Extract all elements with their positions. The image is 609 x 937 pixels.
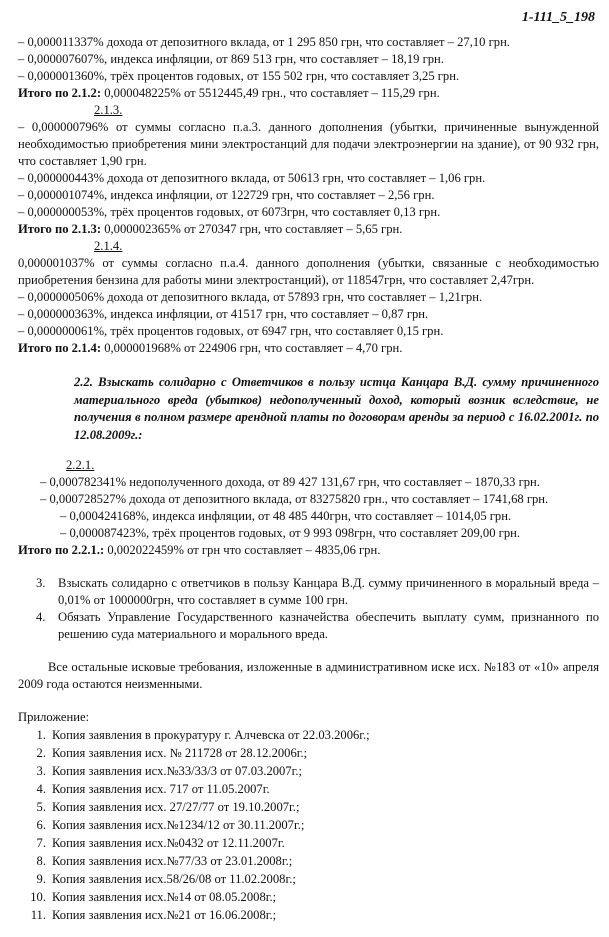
- list-text: Копия заявления исх. № 211728 от 28.12.2006г.;: [52, 745, 308, 760]
- list-text: Копия заявления исх.№0432 от 12.11.2007г.: [52, 835, 285, 850]
- text-line: – 0,000000506% дохода от депозитного вклада, от 57893 грн, что составляет – 1,21грн.: [18, 290, 483, 304]
- total-label: Итого по 2.2.1.:: [18, 542, 105, 557]
- list-text: Взыскать солидарно с ответчиков в пользу Канцара В.Д. сумму причиненного в моральный вреда – 0,01% от 1000000грн, что составляет в сумме 100 грн.: [58, 575, 599, 607]
- list-item: [18, 726, 599, 744]
- total-213: [18, 221, 599, 238]
- list-number: 4.: [36, 781, 46, 796]
- total-label: Итого по 2.1.2:: [18, 86, 102, 100]
- total-text: 0,000048225% от 5512445,49 грн., что составляет – 115,29 грн.: [101, 86, 440, 100]
- list-item: [18, 762, 599, 780]
- total-text: 0,000001968% от 224906 грн, что составляет – 4,70 грн.: [101, 341, 403, 355]
- list-item: [18, 906, 599, 924]
- list-number: 1.: [36, 727, 46, 742]
- list-item: [18, 609, 599, 643]
- list-text: Копия заявления исх. 27/27/77 от 19.10.2007г.;: [52, 799, 300, 814]
- section-22-heading: 2.2. Взыскать солидарно с Ответчиков в пользу истца Канцара В.Д. сумму причиненного материального вреда (убытков) недополученный доход, который возник вследствие, не получения в полном размере арендной платы по договорам аренды за период с 16.02.2001г. по 12.08.2009г.:: [74, 375, 599, 442]
- list-item: [18, 798, 599, 816]
- list-number: 3.: [36, 575, 46, 590]
- text-line: – 0,000728527% дохода от депозитного вклада, от 83275820 грн., что составляет – 1741,68 грн.: [40, 491, 549, 506]
- list-number: 3.: [36, 763, 46, 778]
- text-line: – 0,000000363%, индекса инфляции, от 41517 грн, что составляет – 0,87 грн.: [18, 307, 429, 321]
- list-number: 6.: [36, 817, 46, 832]
- text-line: – 0,000000061%, трёх процентов годовых, от 6947 грн, что составляет 0,15 грн.: [18, 324, 444, 338]
- total-label: Итого по 2.1.3:: [18, 222, 102, 236]
- list-item: [18, 888, 599, 906]
- text-line: – 0,000001360%, трёх процентов годовых, от 155 502 грн, что составляет 3,25 грн.: [18, 69, 460, 83]
- list-item: [18, 834, 599, 852]
- list-number: 11.: [30, 907, 46, 922]
- paragraph-214: 0,000001037% от суммы согласно п.а.4. данного дополнения (убытки, связанные с необходимостью приобретения бензина для работы мини электростанций), от 118547грн, что составляет 2,47грн.: [18, 256, 599, 287]
- list-text: Копия заявления исх.58/26/08 от 11.02.2008г.;: [52, 871, 296, 886]
- paragraph-213: – 0,000000796% от суммы согласно п.а.3. данного дополнения (убытки, причиненные вынужденной необходимостью приобретения мини электростанций для подачи электроэнергии на здание), от 90 932 грн, что составляет 1,90 грн.: [18, 120, 599, 168]
- list-item: [18, 575, 599, 609]
- total-text: 0,000002365% от 270347 грн, что составляет – 5,65 грн.: [101, 222, 403, 236]
- text-line: – 0,000000053%, трёх процентов годовых, от 6073грн, что составляет 0,13 грн.: [18, 205, 441, 219]
- document-id: 1-111_5_198: [521, 10, 595, 25]
- list-number: 2.: [36, 745, 46, 760]
- list-item: [18, 780, 599, 798]
- list-text: Копия заявления исх.№33/33/3 от 07.03.2007г.;: [52, 763, 303, 778]
- total-label: Итого по 2.1.4:: [18, 341, 102, 355]
- list-number: 5.: [36, 799, 46, 814]
- block-212-lines: [18, 34, 599, 102]
- section-number-213: 2.1.3.: [94, 103, 123, 117]
- total-212: [18, 85, 599, 102]
- list-text: Обязать Управление Государственного казначейства обеспечить выплату сумм, признанного по решению суда материального и морального вреда.: [58, 609, 599, 641]
- text-line: – 0,000011337% дохода от депозитного вклада, от 1 295 850 грн, что составляет – 27,10 грн.: [18, 35, 510, 49]
- list-text: Копия заявления исх.№77/33 от 23.01.2008г.;: [52, 853, 293, 868]
- list-item: [18, 852, 599, 870]
- list-number: 9.: [36, 871, 46, 886]
- text-line: – 0,000782341% недополученного дохода, от 89 427 131,67 грн, что составляет – 1870,33 грн.: [40, 474, 540, 489]
- list-text: Копия заявления исх. 717 от 11.05.2007г.: [52, 781, 270, 796]
- list-text: Копия заявления в прокуратуру г. Алчевска от 22.03.2006г.;: [52, 727, 370, 742]
- list-number: 8.: [36, 853, 46, 868]
- section-number-214: 2.1.4.: [94, 239, 123, 253]
- list-item: [18, 816, 599, 834]
- list-number: 10.: [30, 889, 46, 904]
- text-line: – 0,000424168%, индекса инфляции, от 48 485 440грн, что составляет – 1014,05 грн.: [60, 508, 512, 523]
- list-item: [18, 870, 599, 888]
- total-text: 0,002022459% от грн что составляет – 4835,06 грн.: [104, 542, 381, 557]
- claims-list: [18, 575, 599, 643]
- total-214: [18, 340, 599, 357]
- list-number: 7.: [36, 835, 46, 850]
- appendix-title: Приложение:: [18, 709, 90, 724]
- list-text: Копия заявления исх.№14 от 08.05.2008г.;: [52, 889, 277, 904]
- list-text: Копия заявления исх.№21 от 16.06.2008г.;: [52, 907, 277, 922]
- text-line: – 0,000087423%, трёх процентов годовых, от 9 993 098грн, что составляет 209,00 грн.: [60, 525, 521, 540]
- total-221: [18, 542, 599, 559]
- list-number: 4.: [36, 609, 46, 624]
- text-line: – 0,000007607%, индекса инфляции, от 869 513 грн, что составляет – 18,19 грн.: [18, 52, 444, 66]
- list-item: [18, 744, 599, 762]
- appendix-list: [18, 726, 599, 924]
- text-line: – 0,000000443% дохода от депозитного вклада, от 50613 грн, что составляет – 1,06 грн.: [18, 171, 486, 185]
- section-number-221: 2.2.1.: [66, 457, 95, 472]
- list-text: Копия заявления исх.№1234/12 от 30.11.2007г.;: [52, 817, 305, 832]
- closing-paragraph: Все остальные исковые требования, изложенные в административном иске исх. №183 от «10» апреля 2009 года остаются неизменными.: [18, 659, 599, 691]
- text-line: – 0,000001074%, индекса инфляции, от 122729 грн, что составляет – 2,56 грн.: [18, 188, 435, 202]
